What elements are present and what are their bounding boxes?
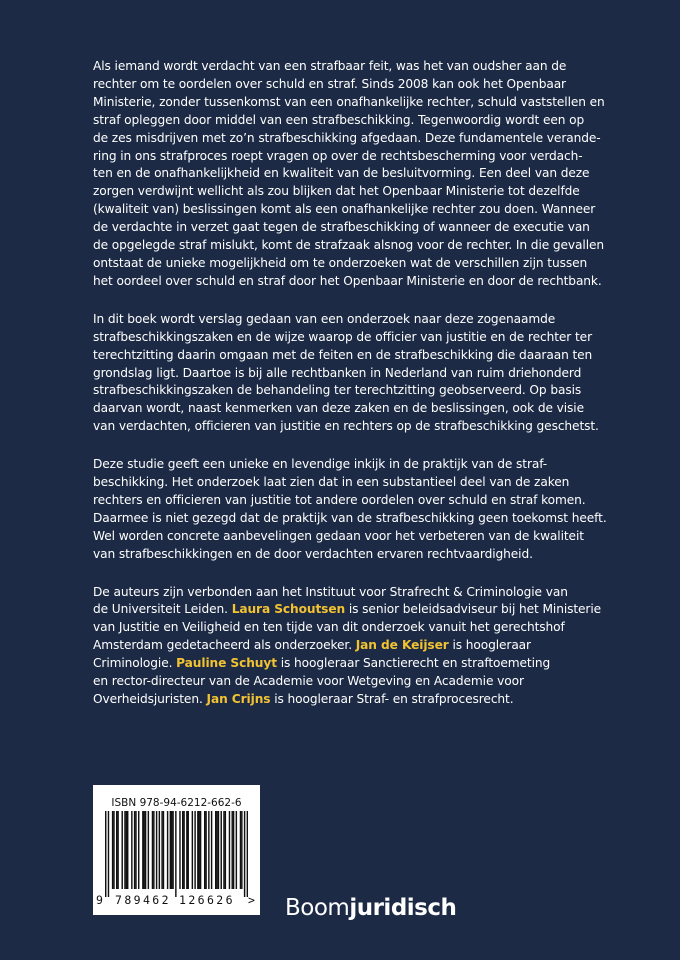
text-line: van strafbeschikkingen en de door verdachten ervaren rechtvaardigheid. <box>93 546 533 561</box>
barcode-bar <box>232 811 233 889</box>
barcode-bar <box>167 811 168 889</box>
barcode-bar <box>188 811 189 889</box>
barcode-bar <box>204 811 205 889</box>
authors-paragraph <box>93 584 623 709</box>
barcode-bar <box>127 811 128 889</box>
text-line: zorgen verdwijnt wellicht als zou blijken dat het Openbaar Ministerie tot dezelfde <box>93 184 580 199</box>
barcode-digit-group-1: 789462 <box>115 893 171 907</box>
text-line: Als iemand wordt verdacht van een strafbaar feit, was het van oudsher aan de <box>93 59 567 73</box>
barcode-bar <box>179 811 180 889</box>
authors-line: Criminologie. Pauline Schuyt is hoogleraar Sanctierecht en straftoemeting <box>93 656 551 671</box>
barcode-bar <box>112 811 113 889</box>
paragraph-1 <box>93 58 623 291</box>
text-line: Ministerie, zonder tussenkomst van een onafhankelijke rechter, schuld vaststellen en <box>93 94 605 109</box>
text-line: ring in ons strafproces roept vragen op over de rechtsbescherming voor verdach- <box>93 148 583 163</box>
text-line: de verdachte in verzet gaat tegen de strafbeschikking of wanneer de executie van <box>93 220 590 235</box>
barcode-bar <box>186 811 187 889</box>
text-line: grondslag ligt. Daartoe is bij alle rechtbanken in Nederland van ruim driehonderd <box>93 365 582 380</box>
text-line: ten en de onafhankelijkheid en kwaliteit van de besluitvorming. Een deel van deze <box>93 166 590 181</box>
barcode-bar <box>126 811 127 889</box>
barcode-bar <box>134 811 135 889</box>
paragraph-3 <box>93 456 623 563</box>
barcode-bar <box>244 811 245 897</box>
barcode-bar <box>156 811 157 889</box>
author-name-jan-crijns: Jan Crijns <box>206 692 271 706</box>
barcode-bar <box>208 811 209 889</box>
barcode-bar <box>138 811 139 889</box>
barcode-bar <box>215 811 216 889</box>
barcode-bar <box>197 811 198 889</box>
barcode-digit-group-2: 126626 <box>179 893 235 907</box>
barcode-bar <box>144 811 145 889</box>
authors-line: en rector-directeur van de Academie voor Wetgeving en Academie voor <box>93 674 524 689</box>
publisher-logo <box>285 895 456 921</box>
barcode-bar <box>233 811 234 889</box>
barcode-bar <box>194 811 195 889</box>
barcode-bar <box>211 811 212 889</box>
barcode-bar <box>124 811 125 889</box>
barcode-bar <box>218 811 219 889</box>
barcode-bar <box>122 811 123 889</box>
text-line: beschikking. Het onderzoek laat zien dat in een substantieel deel van de zaken <box>93 475 570 490</box>
barcode-digit-first: 9 <box>96 893 103 907</box>
barcode-bars <box>105 811 248 897</box>
barcode-bar <box>241 811 242 889</box>
barcode-digit-end: > <box>248 893 255 907</box>
barcode-bar <box>247 811 248 897</box>
text-line: strafbeschikkingszaken de behandeling ter terechtzitting geobserveerd. Op basis <box>93 383 582 398</box>
text-line: straf opleggen door middel van een strafbeschikking. Tegenwoordig wordt een op <box>93 112 585 127</box>
barcode-bar <box>148 811 149 889</box>
barcode-bar <box>116 811 117 889</box>
authors-line: Amsterdam gedetacheerd als onderzoeker. Jan de Keijser is hoogleraar <box>93 638 531 653</box>
barcode-bar <box>105 811 106 897</box>
publisher-logo-part1: Boom <box>285 895 350 921</box>
text-line: de zes misdrijven met zo’n strafbeschikking afgedaan. Deze fundamentele verande- <box>93 130 601 145</box>
barcode-bar <box>240 811 241 889</box>
text-line: terechtzitting daarin omgaan met de feiten en de strafbeschikking die daaraan ten <box>93 347 593 362</box>
authors-line: de Universiteit Leiden. Laura Schoutsen is senior beleidsadviseur bij het Ministerie <box>93 602 602 617</box>
text-line: rechter om te oordelen over schuld en straf. Sinds 2008 kan ook het Openbaar <box>93 76 566 91</box>
text-line: Deze studie geeft een unieke en levendige inkijk in de praktijk van de straf- <box>93 457 548 472</box>
barcode-bar <box>236 811 237 889</box>
text-line: het oordeel over schuld en straf door het Openbaar Ministerie en door de rechtbank. <box>93 273 602 288</box>
barcode-bar <box>221 811 222 889</box>
text-line: Wel worden concrete aanbevelingen gedaan voor het verbeteren van de kwaliteit <box>93 528 584 543</box>
barcode-bar <box>205 811 206 889</box>
barcode-bar <box>131 811 132 889</box>
barcode-bar <box>172 811 173 889</box>
authors-line: De auteurs zijn verbonden aan het Instituut voor Strafrecht & Criminologie van <box>93 584 568 599</box>
barcode-bar <box>192 811 193 889</box>
barcode-bar <box>159 811 160 889</box>
barcode-bar <box>170 811 171 889</box>
isbn-label: ISBN 978-94-6212-662-6 <box>111 797 242 809</box>
authors-line: Overheidsjuristen. Jan Crijns is hoogleraar Straf- en strafprocesrecht. <box>93 692 514 706</box>
text-line: rechters en officieren van justitie tot andere oordelen over schuld en straf komen. <box>93 492 586 507</box>
text-line: daarvan wordt, naast kenmerken van deze zaken en de beslissingen, ook de visie <box>93 401 584 416</box>
paragraph-2 <box>93 311 623 436</box>
barcode-bar <box>229 811 230 889</box>
author-name-jan-de-keijser: Jan de Keijser <box>355 638 449 653</box>
barcode-bar <box>161 811 162 889</box>
barcode-bar <box>200 811 201 889</box>
barcode-bar <box>152 811 153 889</box>
text-line: de opgelegde straf mislukt, komt de strafzaak alsnog voor de rechter. In die gevallen <box>93 238 605 253</box>
text-line: ontstaat de unieke mogelijkheid om te onderzoeken wat de verschillen zijn tussen <box>93 255 588 270</box>
barcode-bar <box>145 811 146 889</box>
barcode-bar <box>108 811 109 897</box>
barcode-bar <box>113 811 114 889</box>
barcode-bar <box>142 811 143 889</box>
barcode-bar <box>225 811 226 889</box>
text-line: strafbeschikkingszaken en de wijze waarop de officier van justitie en de rechter ter <box>93 329 592 344</box>
authors-line: van Justitie en Veiligheid en ten tijde van dit onderzoek vanuit het gerechtshof <box>93 620 565 635</box>
barcode-bar <box>153 811 154 889</box>
barcode-bar <box>182 811 183 889</box>
barcode-bar <box>223 811 224 889</box>
author-name-laura-schoutsen: Laura Schoutsen <box>231 602 346 617</box>
text-line: van verdachten, officieren van justitie en rechters op de strafbeschikking geschetst. <box>93 419 599 434</box>
barcode-bar <box>199 811 200 889</box>
text-line: (kwaliteit van) beslissingen komt als een onafhankelijke rechter zou doen. Wanneer <box>93 202 596 217</box>
barcode-bar <box>171 811 172 889</box>
barcode-bar <box>183 811 184 889</box>
barcode-bar <box>163 811 164 889</box>
isbn-barcode <box>93 785 260 915</box>
text-line: In dit boek wordt verslag gedaan van een onderzoek naar deze zogenaamde <box>93 311 556 326</box>
barcode-bar <box>135 811 136 889</box>
barcode-bar <box>216 811 217 889</box>
barcode-bar <box>175 811 176 897</box>
author-name-pauline-schuyt: Pauline Schuyt <box>176 656 277 671</box>
publisher-logo-part2: juridisch <box>349 895 457 921</box>
text-line: Daarmee is niet gezegd dat de praktijk van de strafbeschikking geen toekomst heeft. <box>93 510 607 525</box>
barcode-bar <box>117 811 118 889</box>
back-cover-text <box>93 58 623 729</box>
